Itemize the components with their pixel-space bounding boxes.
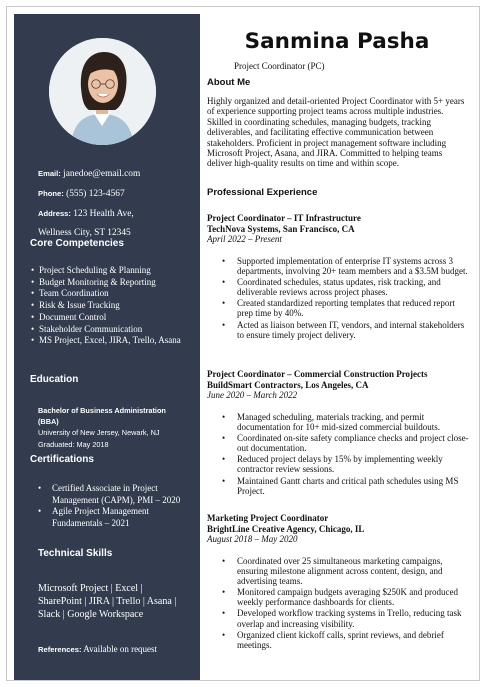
- job-company: BuildSmart Contractors, Los Angeles, CA: [207, 379, 369, 390]
- list-item: • Managed scheduling, materials tracking, and permit documentation for 10+ mid-sized commercial buildouts.: [207, 412, 469, 432]
- job-title: Marketing Project Coordinator: [207, 513, 329, 523]
- job-title: Project Coordinator – IT Infrastructure: [207, 213, 361, 223]
- competencies-list: [31, 265, 191, 347]
- skills-text: Microsoft Project | Excel | SharePoint | JIRA | Trello | Asana | Slack | Google Workspace: [38, 583, 177, 620]
- candidate-title: Project Coordinator (PC): [234, 61, 325, 71]
- list-item: • Reduced project delays by 15% by implementing weekly contractor review sessions.: [207, 454, 469, 474]
- job-bullets: [207, 556, 469, 650]
- list-item: • Certified Associate in Project Management (CAPM), PMI – 2020: [31, 483, 191, 506]
- education-entry: [38, 405, 196, 450]
- competencies-heading: Core Competencies: [30, 238, 124, 249]
- contact-info: [38, 164, 196, 243]
- list-item: • Budget Monitoring & Reporting: [31, 277, 191, 289]
- list-item: • Coordinated on-site safety compliance checks and project close-out documentation.: [207, 433, 469, 453]
- job-dates: April 2022 – Present: [207, 234, 282, 244]
- resume-page: [6, 6, 480, 681]
- job-dates: June 2020 – March 2022: [207, 390, 298, 400]
- address-line2: Wellness City, ST 12345: [38, 228, 131, 238]
- list-item: • Risk & Issue Tracking: [31, 300, 191, 312]
- references-label: References:: [38, 645, 82, 654]
- list-item: • Developed workflow tracking systems in Trello, reducing task overlap and increasing visibility.: [207, 608, 469, 628]
- avatar: [49, 38, 156, 145]
- address-label: Address:: [38, 209, 71, 218]
- job-title: Project Coordinator – Commercial Construction Projects: [207, 369, 428, 379]
- list-item: • Document Control: [31, 312, 191, 324]
- references-value: Available on request: [83, 644, 158, 654]
- email-value[interactable]: janedoe@email.com: [63, 169, 141, 179]
- job-company: BrightLine Creative Agency, Chicago, IL: [207, 523, 365, 534]
- job-company: TechNova Systems, San Francisco, CA: [207, 223, 355, 234]
- certifications-list: [31, 483, 191, 530]
- degree: Bachelor of Business Administration: [38, 406, 166, 415]
- about-text: Highly organized and detail-oriented Project Coordinator with 5+ years of experience supporting project teams across multiple industries. Skilled in coordinating schedules, managing budgets, tracking deliverables, and facilitating effective communication between stakeholders. Proficient in project management software including Microsoft Project, Asana, and JIRA. Committed to helping teams deliver high-quality results on time and within scope.: [207, 96, 465, 169]
- list-item: • Created standardized reporting templates that reduced report prep time by 40%.: [207, 298, 469, 318]
- job-bullets: [207, 412, 469, 496]
- email-row: [38, 164, 196, 184]
- school: University of New Jersey, Newark, NJ: [38, 428, 160, 438]
- candidate-name: Sanmina Pasha: [244, 29, 430, 54]
- list-item: • Organized client kickoff calls, sprint reviews, and debrief meetings.: [207, 630, 469, 650]
- degree-abbr: (BBA): [38, 417, 59, 427]
- education-heading: Education: [30, 374, 79, 385]
- list-item: • Acted as liaison between IT, vendors, and internal stakeholders to ensure timely project delivery.: [207, 320, 469, 340]
- list-item: • Coordinated schedules, status updates, risk tracking, and deliverable reviews across project phases.: [207, 277, 469, 297]
- certifications-heading: Certifications: [30, 454, 94, 465]
- list-item: • Project Scheduling & Planning: [31, 265, 191, 277]
- graduation-date: Graduated: May 2018: [38, 439, 109, 449]
- job-dates: August 2018 – May 2020: [207, 534, 298, 544]
- list-item: • Monitored campaign budgets averaging $250K and produced weekly performance dashboards for clients.: [207, 587, 469, 607]
- list-item: • Supported implementation of enterprise IT systems across 3 departments, involving 20+ team members and a $3.5M budget.: [207, 256, 469, 276]
- phone-row: [38, 184, 196, 204]
- email-label: Email:: [38, 169, 61, 178]
- phone-value: (555) 123-4567: [66, 189, 125, 199]
- list-item: • MS Project, Excel, JIRA, Trello, Asana: [31, 335, 191, 347]
- address-row: [38, 204, 196, 224]
- references: [38, 644, 198, 654]
- list-item: • Agile Project Management Fundamentals – 2021: [31, 506, 191, 529]
- job-entry: [207, 213, 469, 341]
- profile-photo: [49, 38, 156, 145]
- list-item: • Stakeholder Communication: [31, 324, 191, 336]
- job-entry: [207, 513, 469, 651]
- list-item: • Coordinated over 25 simultaneous marketing campaigns, ensuring milestone alignment across content, design, and advertising teams.: [207, 556, 469, 586]
- experience-heading: Professional Experience: [207, 187, 318, 198]
- sidebar: [14, 14, 200, 681]
- phone-label: Phone:: [38, 189, 64, 198]
- list-item: • Maintained Gantt charts and critical path schedules using MS Project.: [207, 476, 469, 496]
- job-bullets: [207, 256, 469, 340]
- skills-heading: Technical Skills: [38, 548, 113, 559]
- address-line1: 123 Health Ave,: [73, 209, 134, 219]
- list-item: • Team Coordination: [31, 288, 191, 300]
- about-heading: About Me: [207, 77, 251, 88]
- job-entry: [207, 369, 469, 497]
